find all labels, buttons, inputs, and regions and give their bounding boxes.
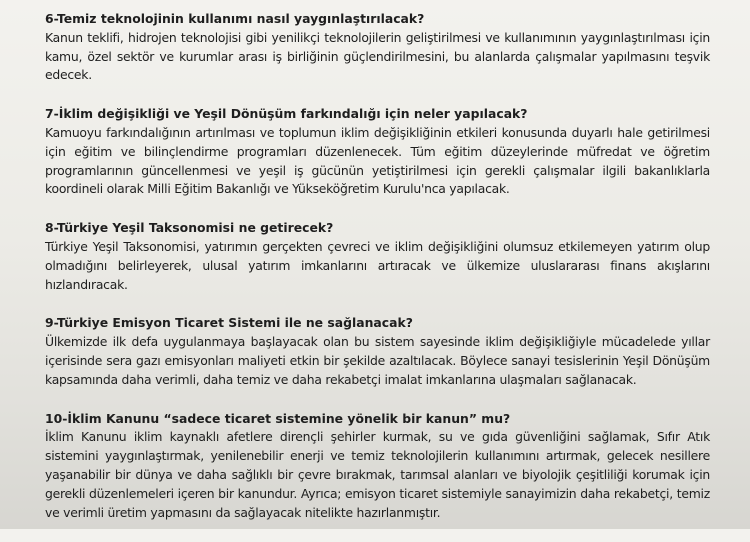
question-heading: 9-Türkiye Emisyon Ticaret Sistemi ile ne sağlanacak? [45, 315, 413, 331]
answer-paragraph: Kanun teklifi, hidrojen teknolojisi gibi yenilikçi teknolojilerin geliştirilmesi ve kullanımının yaygınlaştırılması için kamu, özel sektör ve kurumlar arası iş birliğinin güçlendirilmesini, bu alanlarda çalışmalar yapılmasını teşvik edecek. [45, 29, 710, 83]
faq-item-9 [45, 314, 710, 389]
faq-item-6 [45, 10, 710, 85]
faq-item-10 [45, 410, 710, 523]
answer-paragraph: Kamuoyu farkındalığının artırılması ve toplumun iklim değişikliğinin etkileri konusunda duyarlı hale getirilmesi için eğitim ve bilinçlendirme programları düzenlenecek. Tüm eğitim düzeylerinde müfredat ve öğretim programlarının güncellenmesi ve yeşil iş gücünün yetiştirilmesi için gerekli çalışmalar ilgili bakanlıklarla koordineli olarak Milli Eğitim Bakanlığı ve Yükseköğretim Kurulu'nca yapılacak. [45, 124, 710, 197]
question-heading: 6-Temiz teknolojinin kullanımı nasıl yaygınlaştırılacak? [45, 11, 425, 26]
answer-paragraph: Ülkemizde ilk defa uygulanmaya başlayacak olan bu sistem sayesinde iklim değişikliğiyle mücadelede yıllar içerisinde sera gazı emisyonları maliyeti etkin bir şekilde azaltılacak. Böylece sanayi tesislerinin Yeşil Dönüşüm kapsamında daha verimli, daha temiz ve daha rekabetçi imalat imkanlarına ulaşmaları sağlanacak. [45, 334, 710, 387]
question-heading: 8-Türkiye Yeşil Taksonomisi ne getirecek? [45, 220, 334, 236]
answer-paragraph: Türkiye Yeşil Taksonomisi, yatırımın gerçekten çevreci ve iklim değişikliğini olumsuz etkilemeyen yatırım olup olmadığını belirleyerek, ulusal yatırım imkanlarını artıracak ve ülkemize uluslararası finans akışlarını hızlandıracak. [45, 238, 710, 292]
faq-item-7 [45, 105, 710, 199]
document-body [45, 10, 710, 542]
question-heading: 10-İklim Kanunu “sadece ticaret sistemine yönelik bir kanun” mu? [45, 410, 511, 426]
question-heading: 7-İklim değişikliği ve Yeşil Dönüşüm farkındalığı için neler yapılacak? [45, 106, 528, 122]
answer-paragraph: İklim Kanunu iklim kaynaklı afetlere dirençli şehirler kurmak, su ve gıda güvenliğini sağlamak, Sıfır Atık sistemini yaygınlaştırmak, yenilenebilir enerji ve temiz teknolojilerin kullanımını artırmak, gelecek nesillere yaşanabilir bir dünya ve daha sağlıklı bir çevre bırakmak, tarımsal alanları ve biyolojik çeşitliliği korumak için gerekli düzenlemeleri içeren bir kanundur. Ayrıca; emisyon ticaret sistemiyle sanayimizin daha rekabetçi, temiz ve verimli üretim yapmasını da sağlayacak nitelikte hazırlanmıştır. [45, 429, 710, 520]
faq-item-8 [45, 219, 710, 294]
